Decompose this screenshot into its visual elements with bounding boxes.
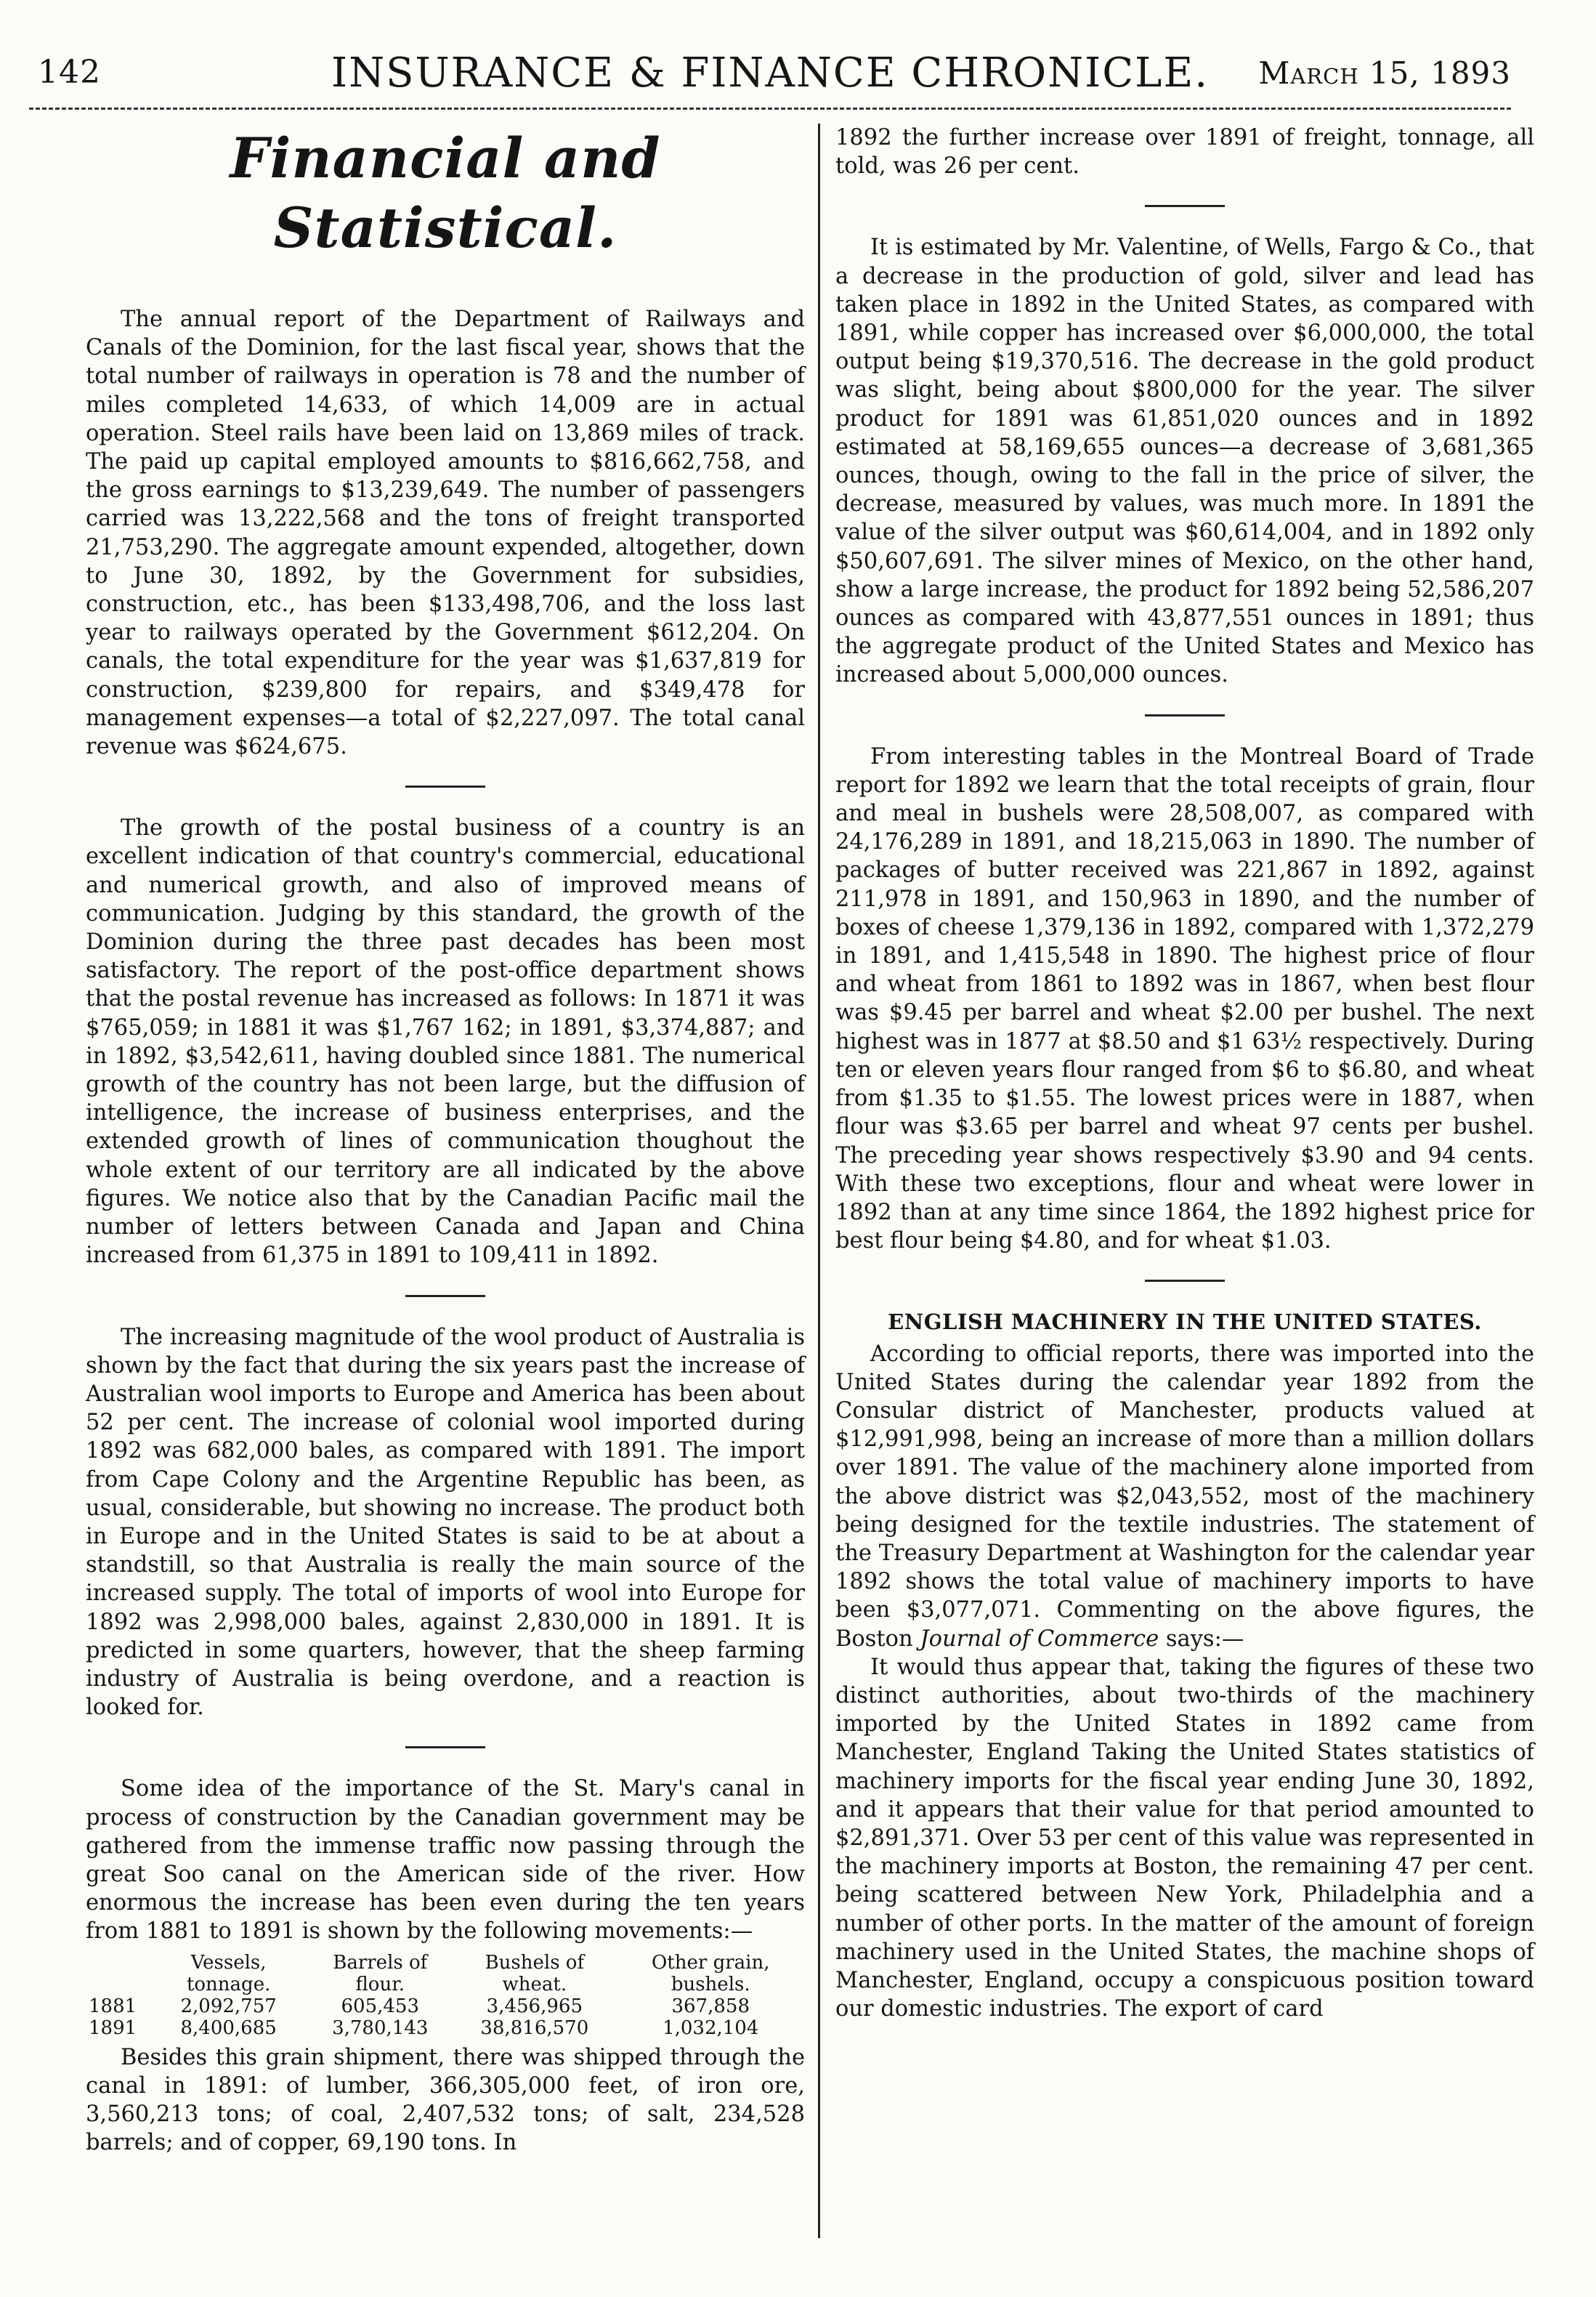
table-cell: 1891	[89, 2017, 137, 2039]
separator	[405, 786, 485, 788]
freight-continuation-paragraph: 1892 the further increase over 1891 of freight, tonnage, all told, was 26 per cent.	[835, 125, 1534, 179]
machinery-text-end: says:—	[1165, 1626, 1244, 1652]
table-row	[86, 1995, 805, 2017]
separator	[405, 1295, 485, 1297]
manchester-paragraph: It would thus appear that, taking the figures of these two distinct authorities, about two-thirds of the machinery imported by the United States in 1892 came from Manchester, England Taking the United States statistics of machinery imports for the fiscal year ending June 30, 1892, and it appears that their value for that period amounted to $2,891,371. Over 53 per cent of this value was represented in the machinery imports at Boston, the remaining 47 per cent. being scattered between New York, Philadelphia and a number of other ports. In the matter of the amount of foreign machinery used in the United States, the machine shops of Manchester, England, occupy a conspicuous position toward our domestic industries. The export of card	[835, 1654, 1534, 2022]
montreal-trade-paragraph: From interesting tables in the Montreal Board of Trade report for 1892 we learn that the total receipts of grain, flour and meal in bushels were 28,508,007, as compared with 24,176,289 in 1891, and 18,215,063 in 1890. The number of packages of butter received was 221,867 in 1892, against 211,978 in 1891, and 150,963 in 1890, and the number of boxes of cheese 1,379,136 in 1892, compared with 1,372,279 in 1891, and 1,415,548 in 1890. The highest price of flour and wheat from 1861 to 1892 was in 1867, when best flour was $9.45 per barrel and wheat $2.00 per bushel. The next highest was in 1877 at $8.50 and $1 63½ respectively. During ten or eleven years flour ranged from $6 to $6.80, and wheat from $1.35 to $1.55. The lowest prices were in 1887, when flour was $3.65 per barrel and wheat 97 cents per bushel. The preceding year shows respectively $3.90 and 94 cents. With these two exceptions, flour and wheat were lower in 1892 than at any time since 1864, the 1892 highest price for best flour being $4.80, and for wheat $1.03.	[835, 743, 1534, 1254]
table-cell: 3,456,965	[486, 1995, 583, 2017]
table-cell: 38,816,570	[480, 2017, 589, 2039]
wool-paragraph: The increasing magnitude of the wool product of Australia is shown by the fact that during the six years past the increase of Australian wool imports to Europe and America has been about 52 per cent. The increase of colonial wool imported during 1892 was 682,000 bales, as compared with 1891. The import from Cape Colony and the Argentine Republic has been, as usual, considerable, but showing no increase. The product both in Europe and in the United States is said to be at about a standstill, so that Australia is really the main source of the increased supply. The total of imports of wool into Europe for 1892 was 2,998,000 bales, against 2,830,000 in 1891. It is predicted in some quarters, however, that the sheep farming industry of Australia is being overdone, and a reaction is looked for.	[86, 1324, 805, 1721]
table-cell: 605,453	[341, 1995, 420, 2017]
grain-shipment-paragraph: Besides this grain shipment, there was shipped through the canal in 1891: of lumber, 366,305,000 feet, of iron ore, 3,560,213 tons; of coal, 2,407,532 tons; of salt, 234,528 barrels; and of copper, 69,190 tons. In	[86, 2044, 805, 2156]
right-column	[835, 124, 1534, 2023]
table-cell: 1881	[89, 1995, 137, 2017]
canal-paragraph: Some idea of the importance of the St. Mary's canal in process of construction by the Canadian government may be gathered from the immense traffic now passing through the great Soo canal on the American side of the river. How enormous the increase has been even during the ten years from 1881 to 1891 is shown by the following movements:—	[86, 1776, 805, 1945]
silver-paragraph: It is estimated by Mr. Valentine, of Wells, Fargo & Co., that a decrease in the production of gold, silver and lead has taken place in 1892 in the United States, as compared with 1891, while copper has increased over $6,000,000, the total output being $19,370,516. The decrease in the gold product was slight, being about $800,000 for the year. The silver product for 1891 was 61,851,020 ounces and in 1892 estimated at 58,169,655 ounces—a decrease of 3,681,365 ounces, though, owing to the fall in the price of silver, the decrease, measured by values, was much more. In 1891 the value of the silver output was $60,614,004, and in 1892 only $50,607,691. The silver mines of Mexico, on the other hand, show a large increase, the product for 1892 being 52,586,207 ounces as compared with 43,877,551 ounces in 1891; thus the aggregate product of the United States and Mexico has increased about 5,000,000 ounces.	[835, 235, 1534, 688]
table-cell: 2,092,757	[180, 1995, 277, 2017]
table-cell: 8,400,685	[180, 2017, 277, 2039]
article-subheading: ENGLISH MACHINERY IN THE UNITED STATES.	[888, 1309, 1482, 1335]
table-header-row	[86, 1952, 805, 1995]
table-cell: 3,780,143	[332, 2017, 429, 2039]
table-header: Other grain, bushels.	[651, 1951, 770, 1995]
postal-paragraph: The growth of the postal business of a country is an excellent indication of that country's commercial, educational and numerical growth, and also of improved means of communication. Judging by this standard, the growth of the Dominion during the three past decades has been most satisfactory. The report of the post-office department shows that the postal revenue has increased as follows: In 1871 it was $765,059; in 1881 it was $1,767 162; in 1891, $3,374,887; and in 1892, $3,542,611, having doubled since 1881. The numerical growth of the country has not been large, but the diffusion of intelligence, the increase of business enterprises, and the extended growth of lines of communication thoughout the whole extent of our territory are all indicated by the above figures. We notice also that by the Canadian Pacific mail the number of letters between Canada and Japan and China increased from 61,375 in 1891 to 109,411 in 1892.	[86, 815, 805, 1269]
table-header: Barrels of flour.	[333, 1951, 428, 1995]
masthead	[29, 49, 1511, 100]
section-title: Financial and Statistical.	[230, 126, 661, 260]
machinery-text: According to official reports, there was imported into the United States during the calendar year 1892 from the Consular district of Manchester, products valued at $12,991,998, being an increase of more than a million dollars over 1891. The value of the machinery alone imported from the above district was $2,043,552, most of the machinery being designed for the textile industries. The statement of the Treasury Department at Washington for the calendar year 1892 shows the total value of machinery imports to have been $3,077,071. Commenting on the above figures, the Boston	[835, 1341, 1534, 1652]
separator	[1145, 714, 1225, 716]
journal-name: Journal of Commerce	[920, 1626, 1159, 1652]
header-rule	[29, 108, 1511, 110]
table-cell: 1,032,104	[663, 2017, 759, 2039]
column-divider	[818, 124, 820, 2238]
page-number: 142	[38, 54, 101, 91]
table-cell: 367,858	[671, 1995, 750, 2017]
separator	[1145, 1280, 1225, 1282]
left-column	[86, 124, 805, 2157]
separator	[405, 1746, 485, 1748]
canal-traffic-table	[86, 1952, 805, 2039]
machinery-paragraph	[835, 1340, 1534, 1653]
table-header	[86, 1952, 150, 1995]
separator	[1145, 205, 1225, 207]
publication-title: INSURANCE & FINANCE CHRONICLE.	[331, 49, 1209, 97]
issue-date: March 15, 1893	[1258, 55, 1511, 91]
table-row	[86, 2017, 805, 2039]
table-header: Vessels, tonnage.	[186, 1951, 271, 1995]
table-header: Bushels of wheat.	[485, 1951, 585, 1995]
railways-paragraph: The annual report of the Department of Railways and Canals of the Dominion, for the last fiscal year, shows that the total number of railways in operation is 78 and the number of miles completed 14,633, of which 14,009 are in actual operation. Steel rails have been laid on 13,869 miles of track. The paid up capital employed amounts to $816,662,758, and the gross earnings to $13,239,649. The number of passengers carried was 13,222,568 and the tons of freight transported 21,753,290. The aggregate amount expended, altogether, down to June 30, 1892, by the Government for subsidies, construction, etc., has been $133,498,706, and the loss last year to railways operated by the Government $612,204. On canals, the total expenditure for the year was $1,637,819 for construction, $239,800 for repairs, and $349,478 for management expenses—a total of $2,227,097. The total canal revenue was $624,675.	[86, 307, 805, 760]
